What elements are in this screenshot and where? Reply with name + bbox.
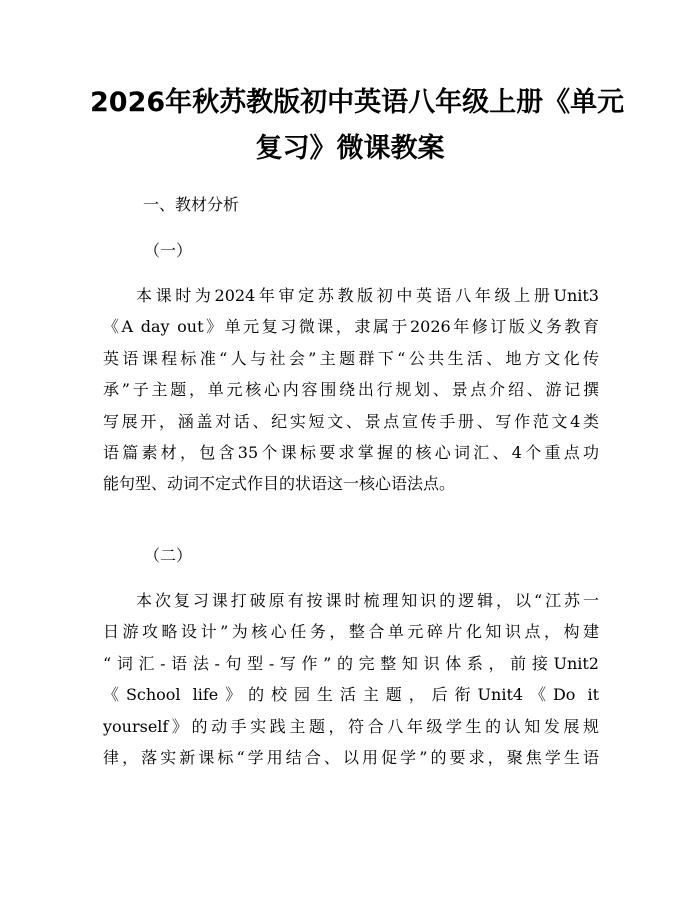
paragraph-line: 写展开，涵盖对话、纪实短文、景点宣传手册、写作范文4类 xyxy=(103,411,599,431)
subsection-heading-2: （二） xyxy=(144,546,193,565)
section-heading-textbook-analysis: 一、教材分析 xyxy=(143,195,240,214)
paragraph-line: 《School life》的校园生活主题，后衔Unit4《Do it xyxy=(103,685,599,705)
paragraph-2 xyxy=(103,585,599,773)
paragraph-1 xyxy=(103,280,599,500)
paragraph-line: 英语课程标准“人与社会”主题群下“公共生活、地方文化传 xyxy=(103,348,599,368)
paragraph-line: “词汇-语法-句型-写作”的完整知识体系，前接Unit2 xyxy=(103,653,599,673)
document-title-line-1: 2026年秋苏教版初中英语八年级上册《单元 xyxy=(90,87,625,118)
paragraph-line: yourself》的动手实践主题，符合八年级学生的认知发展规 xyxy=(103,716,599,736)
paragraph-line: 语篇素材，包含35个课标要求掌握的核心词汇、4个重点功 xyxy=(103,442,599,462)
paragraph-line: 本课时为2024年审定苏教版初中英语八年级上册Unit3 xyxy=(136,286,599,305)
paragraph-line: 律，落实新课标“学用结合、以用促学”的要求，聚焦学生语 xyxy=(103,747,599,767)
paragraph-line: 日游攻略设计”为核心任务，整合单元碎片化知识点，构建 xyxy=(103,622,599,642)
document-title-line-2: 复习》微课教案 xyxy=(255,133,445,164)
paragraph-line: 承”子主题，单元核心内容围绕出行规划、景点介绍、游记撰 xyxy=(103,380,599,400)
paragraph-line: 能句型、动词不定式作目的状语这一核心语法点。 xyxy=(103,474,456,494)
paragraph-line: 本次复习课打破原有按课时梳理知识的逻辑，以“江苏一 xyxy=(136,591,599,610)
subsection-heading-1: （一） xyxy=(144,241,193,260)
paragraph-line: 《A day out》单元复习微课，隶属于2026年修订版义务教育 xyxy=(103,317,599,337)
